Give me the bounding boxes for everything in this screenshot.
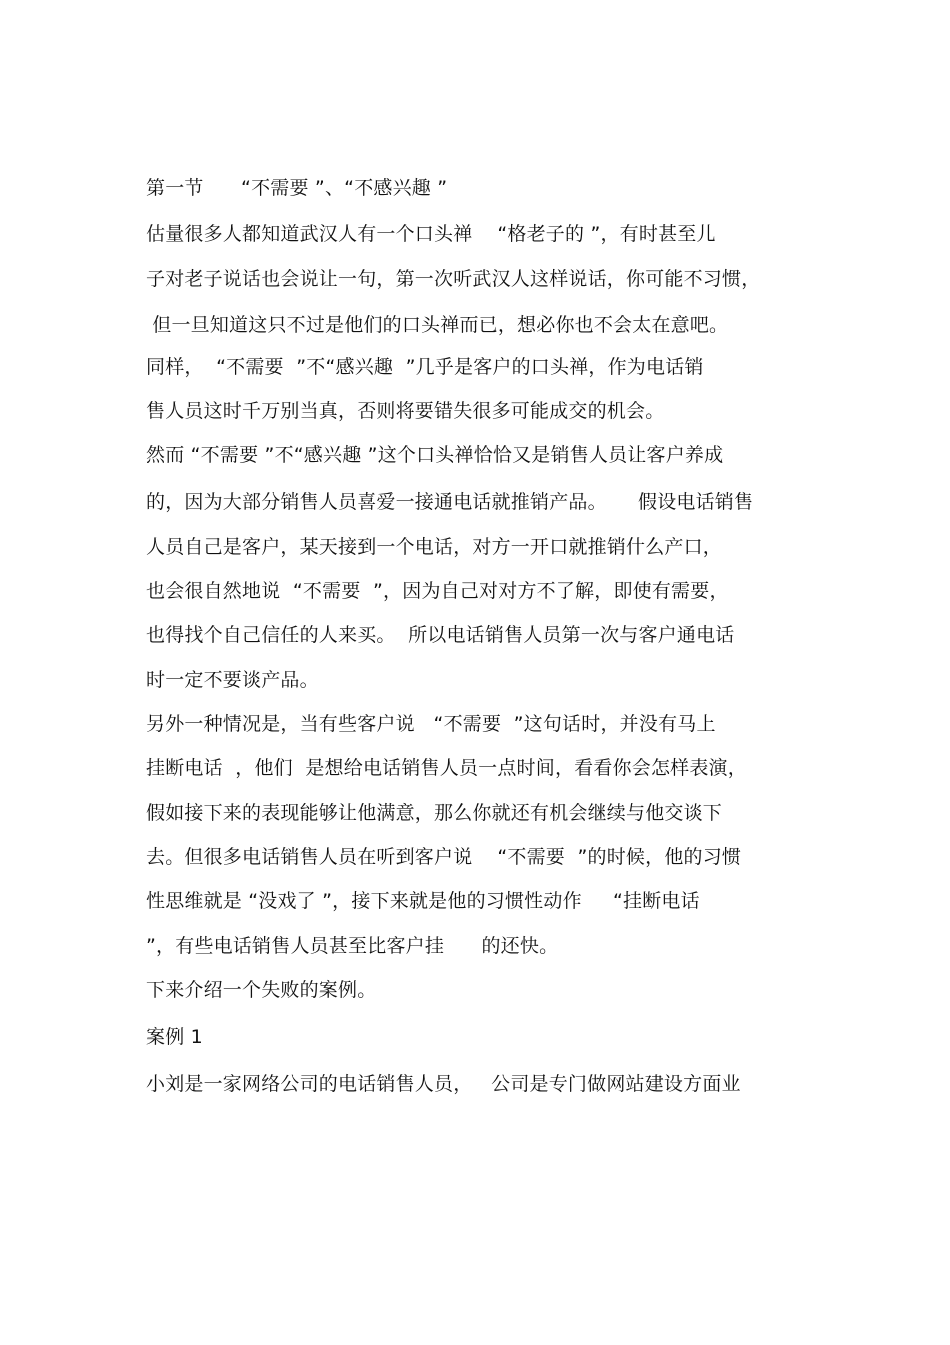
text-line: 人员自己是客户，某天接到一个电话，对方一开口就推销什么产口，	[146, 536, 723, 558]
text-line: 小刘是一家网络公司的电话销售人员， 公司是专门做网站建设方面业	[146, 1073, 741, 1095]
text-line: 也会很自然地说 “不需要 ”，因为自己对对方不了解，即使有需要，	[146, 580, 729, 602]
text-line: ”，有些电话销售人员甚至比客户挂 的还快。	[146, 935, 559, 957]
text-line: 另外一种情况是，当有些客户说 “不需要 ”这句话时，并没有马上	[146, 713, 716, 735]
text-line: 时一定不要谈产品。	[146, 669, 319, 691]
text-line: 子对老子说话也会说让一句，第一次听武汉人这样说话，你可能不习惯，	[146, 268, 761, 290]
text-line: 同样， “不需要 ”不“感兴趣 ”几乎是客户的口头禅，作为电话销	[146, 356, 704, 378]
text-line: 估量很多人都知道武汉人有一个口头禅 “格老子的 ”，有时甚至儿	[146, 223, 716, 245]
text-line: 售人员这时千万别当真，否则将要错失很多可能成交的机会。	[146, 400, 665, 422]
text-line: 下来介绍一个失败的案例。	[146, 979, 377, 1001]
text-line: 性思维就是 “没戏了 ”，接下来就是他的习惯性动作 “挂断电话	[146, 890, 700, 912]
text-line: 的，因为大部分销售人员喜爱一接通电话就推销产品。 假设电话销售	[146, 491, 754, 513]
text-line: 挂断电话 ，他们 是想给电话销售人员一点时间，看看你会怎样表演，	[146, 757, 747, 779]
text-line: 但一旦知道这只不过是他们的口头禅而已，想必你也不会太在意吧。	[146, 314, 729, 336]
text-line: 也得找个自己信任的人来买。 所以电话销售人员第一次与客户通电话	[146, 624, 735, 646]
text-line: 然而 “不需要 ”不“感兴趣 ”这个口头禅恰恰又是销售人员让客户养成	[146, 444, 724, 466]
case-heading: 案例 1	[146, 1026, 203, 1048]
section-heading: 第一节 “不需要 ”、“不感兴趣 ”	[146, 177, 448, 199]
text-line: 去。但很多电话销售人员在听到客户说 “不需要 ”的时候，他的习惯	[146, 846, 742, 868]
text-line: 假如接下来的表现能够让他满意，那么你就还有机会继续与他交谈下	[146, 802, 723, 824]
